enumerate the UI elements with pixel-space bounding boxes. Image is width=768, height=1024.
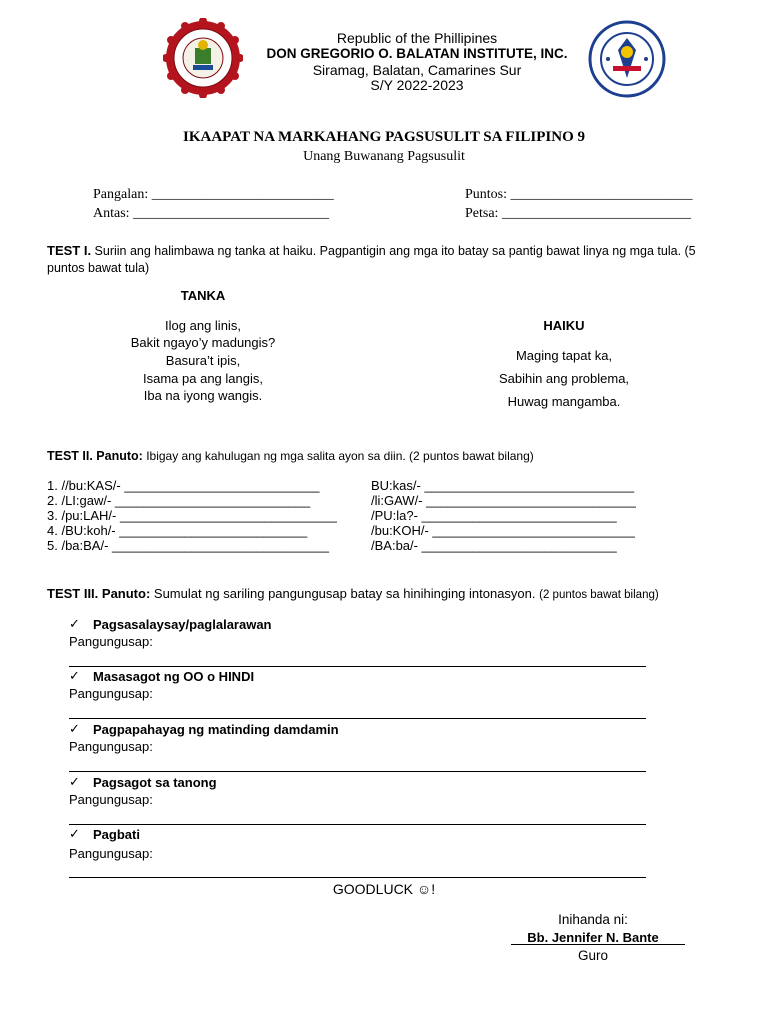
test2-item-right[interactable]: /bu:KOH/- ____________________________ <box>371 523 635 538</box>
header-republic: Republic of the Phillipines <box>336 30 498 46</box>
test3-item-title: Pagbati <box>93 827 140 842</box>
test1-instruction <box>47 243 696 258</box>
page-title: IKAAPAT NA MARKAHANG PAGSUSULIT SA FILIPINO 9 <box>183 129 585 145</box>
test3-item-title: Pagsasalaysay/paglalarawan <box>93 617 272 632</box>
test2-item-left[interactable]: 4. /BU:koh/- __________________________ <box>47 523 308 538</box>
header-school-year: S/Y 2022-2023 <box>370 77 464 93</box>
sentence-label: Pangungusap: <box>69 686 153 701</box>
answer-line[interactable] <box>69 718 646 719</box>
sentence-label: Pangungusap: <box>69 634 153 649</box>
test2-item-left[interactable]: 3. /pu:LAH/- ______________________________ <box>47 508 337 523</box>
sentence-label: Pangungusap: <box>69 792 153 807</box>
tanka-line: Isama pa ang langis, <box>143 371 263 386</box>
check-icon: ✓ <box>69 668 80 683</box>
test3-item-title: Masasagot ng OO o HINDI <box>93 669 255 684</box>
test3-label: TEST III. Panuto: <box>47 586 151 601</box>
tanka-line: Iba na iyong wangis. <box>143 388 263 403</box>
signatory-position: Guro <box>577 948 608 963</box>
test2-item-right[interactable]: /li:GAW/- _____________________________ <box>371 493 636 508</box>
test2-item-left[interactable]: 1. //bu:KAS/- ___________________________ <box>47 478 320 493</box>
answer-line[interactable] <box>69 824 646 825</box>
test1-instruction-line2: puntos bawat tula) <box>47 261 150 275</box>
test2-instruction-text: Ibigay ang kahulugan ng mga salita ayon sa diin. (2 puntos bawat bilang) <box>146 449 534 463</box>
test2-label: TEST II. Panuto: <box>47 449 143 463</box>
goodluck-text: GOODLUCK ☺! <box>332 881 436 897</box>
petsa-field[interactable]: Petsa: ___________________________ <box>465 206 691 221</box>
test2-item-right[interactable]: BU:kas/- _____________________________ <box>371 478 635 493</box>
header-school-name: DON GREGORIO O. BALATAN INSTITUTE, INC. <box>266 46 568 61</box>
test3-item-title: Pagpapahayag ng matinding damdamin <box>93 722 339 737</box>
signatory-name: Bb. Jennifer N. Bante <box>527 930 659 945</box>
check-icon: ✓ <box>69 826 80 841</box>
answer-line[interactable] <box>69 877 646 878</box>
signature-line <box>511 944 685 945</box>
test3-points: (2 puntos bawat bilang) <box>539 589 659 601</box>
check-icon: ✓ <box>69 774 80 789</box>
sentence-label: Pangungusap: <box>69 846 153 861</box>
test3-instruction <box>47 586 659 601</box>
answer-line[interactable] <box>69 666 646 667</box>
prepared-by-label: Inihanda ni: <box>558 912 628 927</box>
deped-seal-logo <box>588 20 666 98</box>
test2-item-left[interactable]: 5. /ba:BA/- ______________________________ <box>47 538 329 553</box>
puntos-field[interactable]: Puntos: __________________________ <box>465 187 693 202</box>
haiku-title: HAIKU <box>543 318 585 333</box>
tanka-line: Ilog ang linis, <box>165 318 241 333</box>
answer-line[interactable] <box>69 771 646 772</box>
test2-instruction <box>47 449 534 463</box>
test2-item-right[interactable]: /PU:la?- ___________________________ <box>371 508 617 523</box>
haiku-line: Huwag mangamba. <box>507 394 621 409</box>
antas-field[interactable]: Antas: ____________________________ <box>93 206 330 221</box>
header-address: Siramag, Balatan, Camarines Sur <box>312 62 522 78</box>
tanka-title: TANKA <box>180 288 226 303</box>
pangalan-field[interactable]: Pangalan: __________________________ <box>93 187 334 202</box>
test2-item-right[interactable]: /BA:ba/- ___________________________ <box>371 538 617 553</box>
test1-instruction-text: Suriin ang halimbawa ng tanka at haiku. Pagpantigin ang mga ito batay sa pantig bawat linya ng mga tula. (5 <box>94 244 696 258</box>
school-seal-logo <box>163 18 243 98</box>
check-icon: ✓ <box>69 721 80 736</box>
tanka-line: Bakit ngayo’y madungis? <box>130 335 276 350</box>
page-subtitle: Unang Buwanang Pagsusulit <box>303 149 465 164</box>
test2-item-left[interactable]: 2. /LI:gaw/- ___________________________ <box>47 493 311 508</box>
tanka-line: Basura’t ipis, <box>165 353 241 368</box>
test3-item-title: Pagsagot sa tanong <box>93 775 217 790</box>
haiku-line: Maging tapat ka, <box>515 348 613 363</box>
test3-instruction-text: Sumulat ng sariling pangungusap batay sa hinihinging intonasyon. <box>153 586 536 601</box>
test1-label: TEST I. <box>47 243 92 258</box>
check-icon: ✓ <box>69 616 80 631</box>
haiku-line: Sabihin ang problema, <box>498 371 630 386</box>
sentence-label: Pangungusap: <box>69 739 153 754</box>
